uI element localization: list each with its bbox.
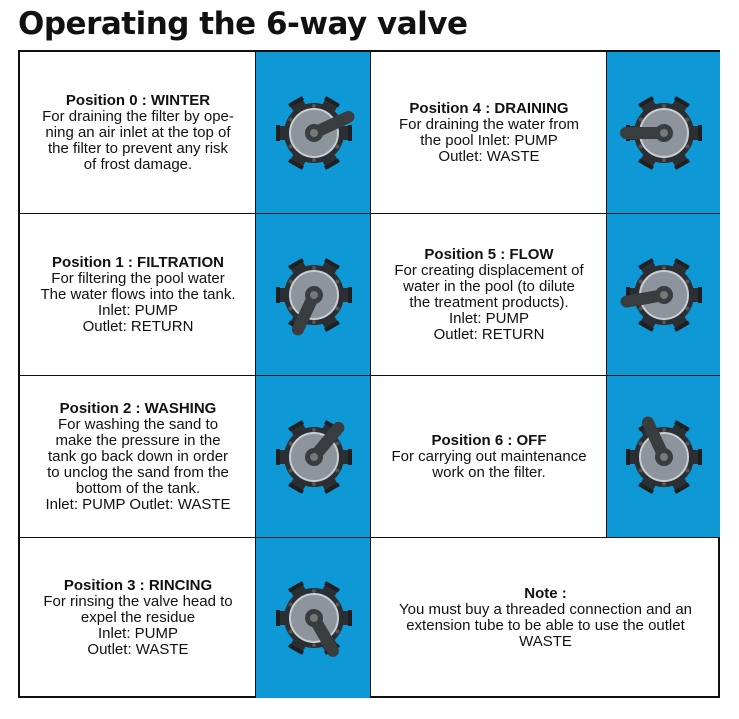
position-0-line: For draining the filter by ope-	[42, 108, 234, 125]
position-1-line: Inlet: PUMP	[97, 302, 179, 319]
valve-icon	[616, 409, 712, 505]
position-4-valve-image	[607, 52, 720, 214]
note-line: You must buy a threaded connection and an	[399, 601, 692, 618]
position-3-line: expel the residue	[80, 609, 196, 626]
grid-divider	[20, 213, 720, 214]
position-0-valve-image	[256, 52, 371, 214]
position-2-line: tank go back down in order	[47, 448, 229, 465]
position-2-line: bottom of the tank.	[75, 480, 201, 497]
page-title: Operating the 6-way valve	[18, 6, 468, 42]
valve-icon	[616, 247, 712, 343]
position-2-heading: Position 2 : WASHING	[59, 400, 217, 417]
valve-icon	[266, 247, 362, 343]
position-5-valve-image	[607, 214, 720, 376]
valve-icon	[266, 409, 362, 505]
position-3-valve-image	[256, 538, 371, 698]
position-5-line: For creating displacement of	[394, 262, 584, 279]
position-1-line: The water flows into the tank.	[40, 286, 236, 303]
position-3-line: For rinsing the valve head to	[43, 593, 233, 610]
position-3-description	[20, 538, 256, 698]
position-5-line: water in the pool (to dilute	[403, 278, 575, 295]
position-6-line: For carrying out maintenance	[391, 448, 587, 465]
position-6-heading: Position 6 : OFF	[431, 432, 547, 449]
position-2-description	[20, 376, 256, 538]
note	[371, 538, 720, 698]
position-0-line: of frost damage.	[83, 156, 193, 173]
note-heading: Note :	[524, 585, 567, 602]
position-1-line: For filtering the pool water	[51, 270, 225, 287]
position-5-line: Inlet: PUMP	[448, 310, 530, 327]
position-1-valve-image	[256, 214, 371, 376]
position-3-line: Outlet: WASTE	[87, 641, 189, 658]
position-4-heading: Position 4 : DRAINING	[409, 100, 569, 117]
position-6-valve-image	[607, 376, 720, 538]
valve-positions-table	[18, 50, 720, 698]
position-6-description	[371, 376, 607, 538]
position-5-heading: Position 5 : FLOW	[424, 246, 554, 263]
note-line: WASTE	[519, 633, 572, 650]
position-2-line: Inlet: PUMP Outlet: WASTE	[45, 496, 231, 513]
position-0-description	[20, 52, 256, 214]
position-3-heading: Position 3 : RINCING	[63, 577, 213, 594]
position-5-description	[371, 214, 607, 376]
position-0-heading: Position 0 : WINTER	[65, 92, 211, 109]
position-5-line: Outlet: RETURN	[433, 326, 545, 343]
grid-divider	[20, 537, 720, 538]
position-3-line: Inlet: PUMP	[97, 625, 179, 642]
position-1-line: Outlet: RETURN	[82, 318, 194, 335]
position-1-heading: Position 1 : FILTRATION	[52, 254, 224, 271]
valve-icon	[266, 570, 362, 666]
valve-icon	[616, 85, 712, 181]
note-line: extension tube to be able to use the outlet	[406, 617, 685, 634]
position-2-valve-image	[256, 376, 371, 538]
position-4-line: the pool Inlet: PUMP	[420, 132, 558, 149]
position-2-line: For washing the sand to	[57, 416, 219, 433]
valve-icon	[266, 85, 362, 181]
grid-divider	[606, 52, 607, 538]
position-4-line: For draining the water from	[398, 116, 580, 133]
position-0-line: the filter to prevent any risk	[47, 140, 229, 157]
position-4-line: Outlet: WASTE	[438, 148, 540, 165]
position-2-line: make the pressure in the	[55, 432, 221, 449]
position-1-description	[20, 214, 256, 376]
grid-divider	[20, 375, 720, 376]
position-6-line: work on the filter.	[432, 464, 546, 481]
position-5-line: the treatment products).	[409, 294, 569, 311]
position-4-description	[371, 52, 607, 214]
position-2-line: to unclog the sand from the	[47, 464, 229, 481]
position-0-line: ning an air inlet at the top of	[45, 124, 231, 141]
